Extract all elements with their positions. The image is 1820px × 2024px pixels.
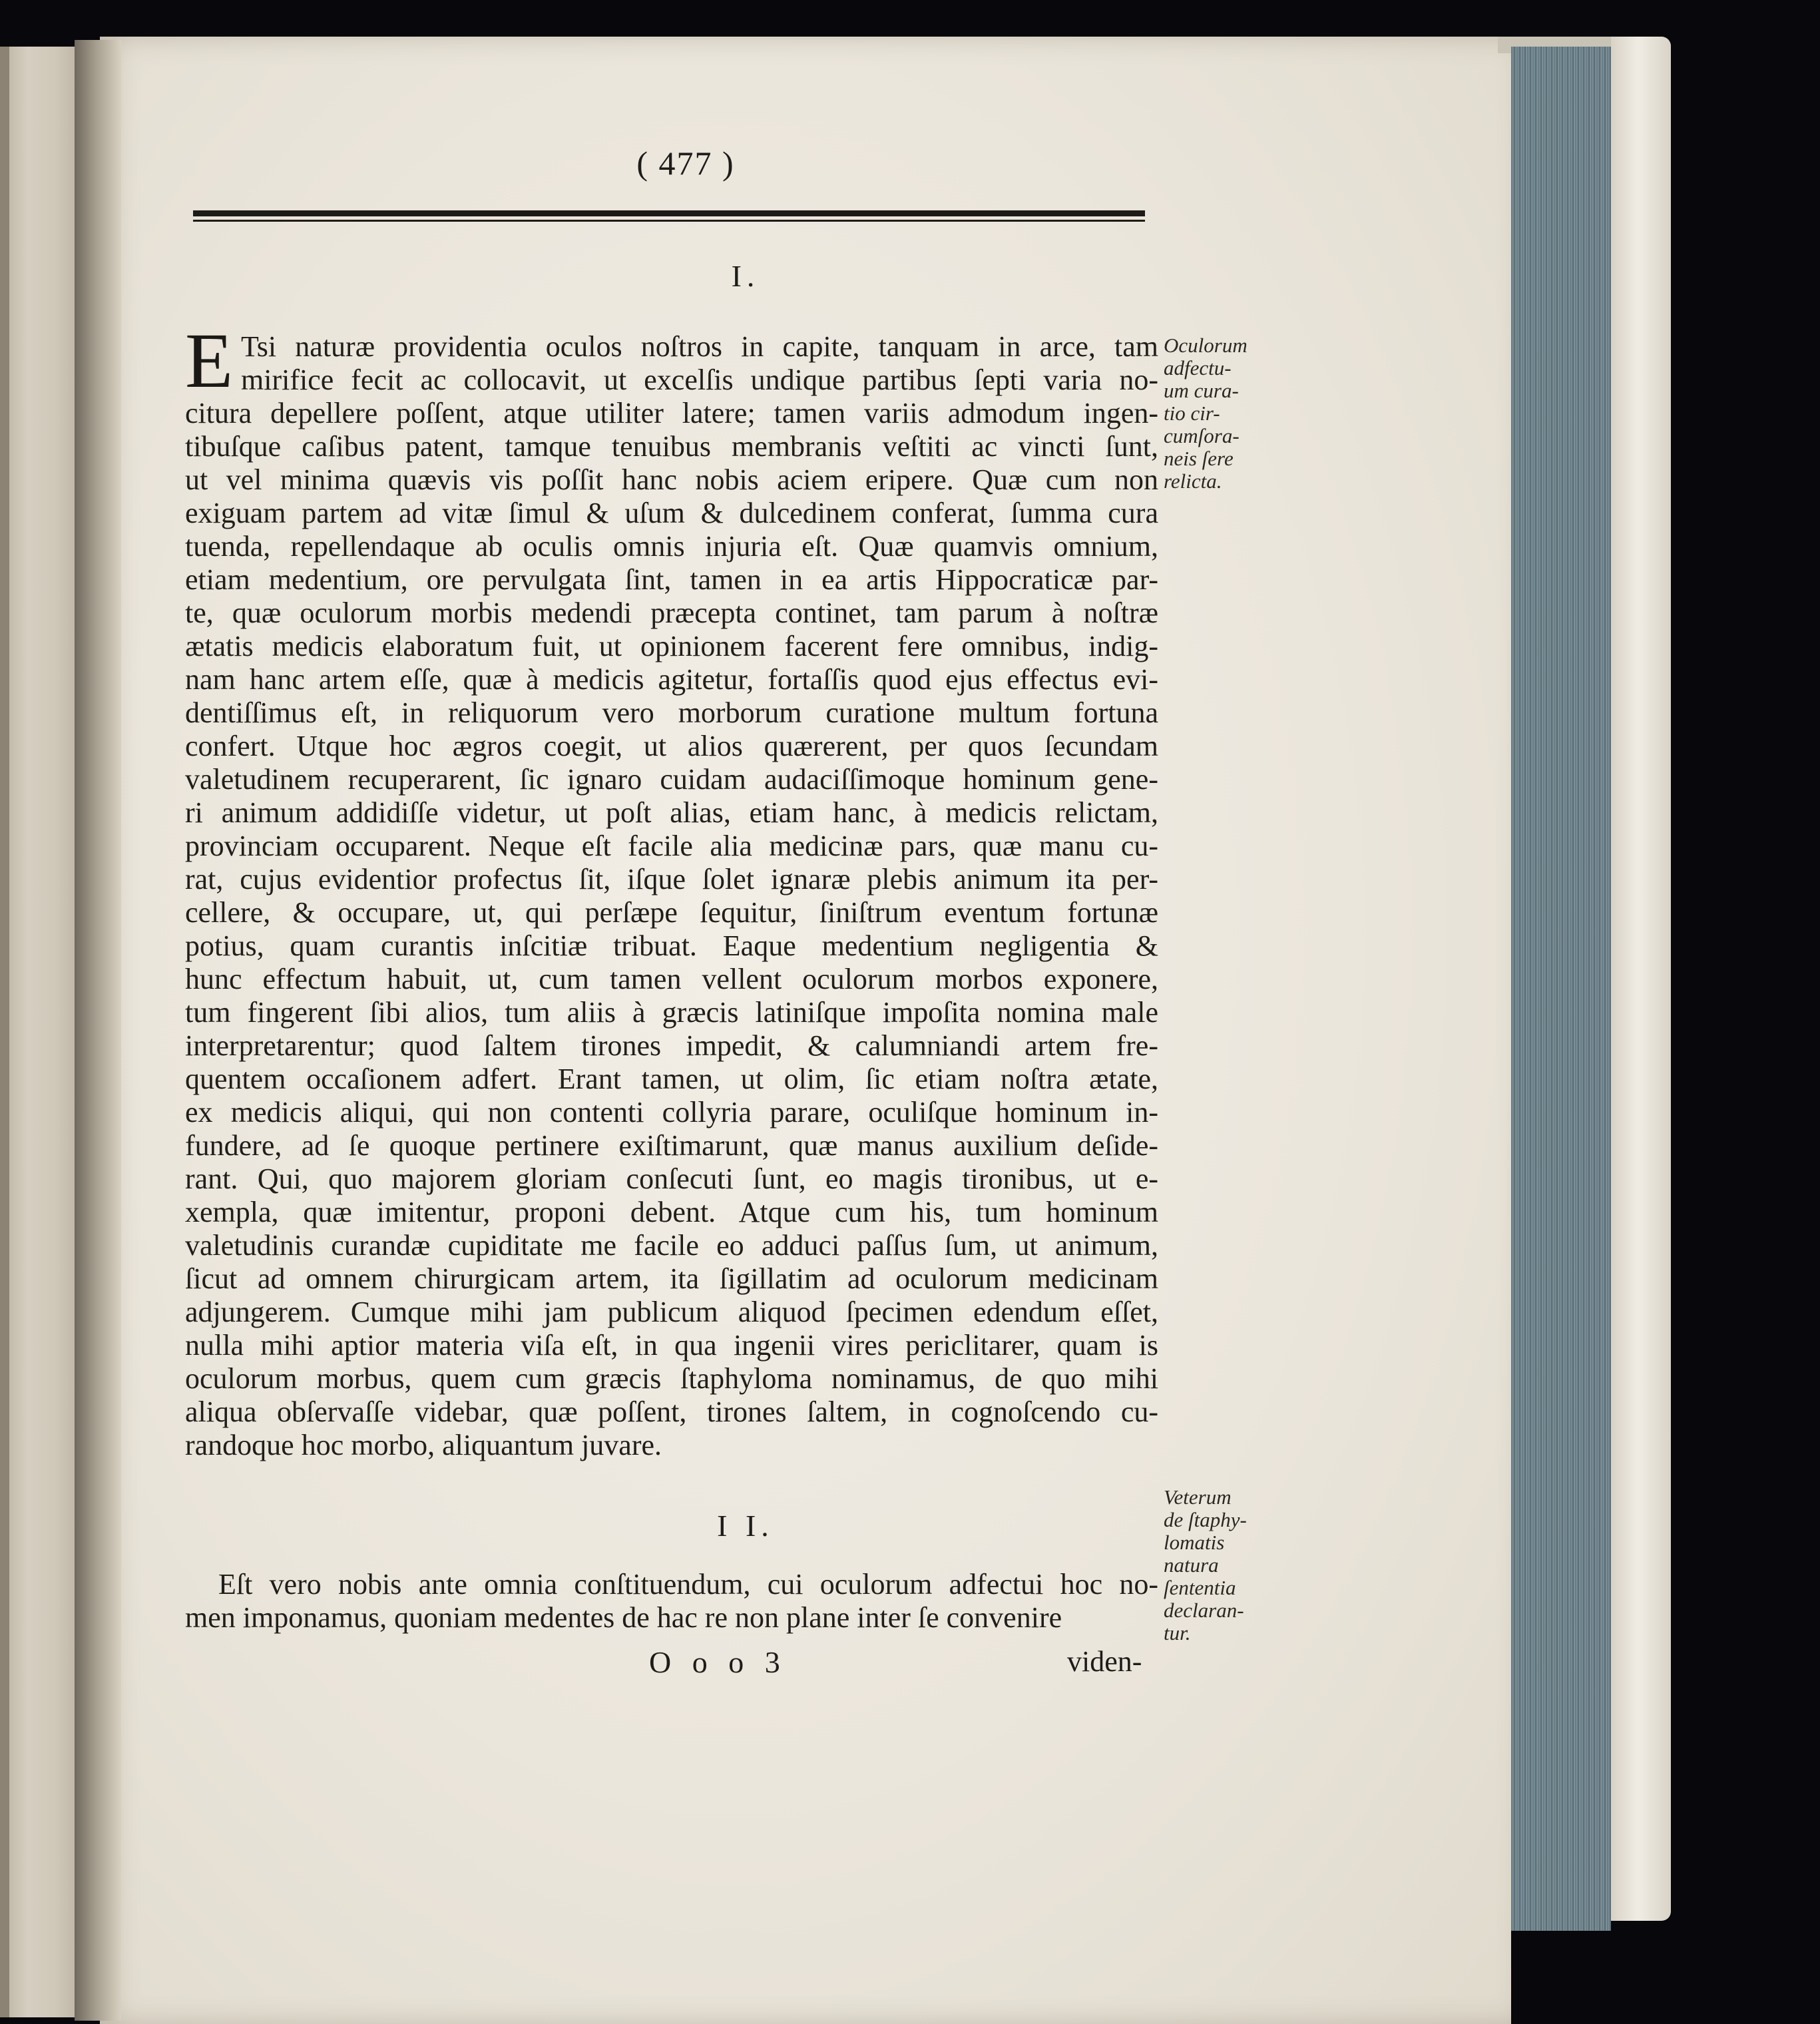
text-line: quentem occaſionem adfert. Erant tamen, ut olim, ſic etiam noſtra ætate,: [185, 1063, 1158, 1095]
text-line: tibuſque caſibus patent, tamque tenuibus membranis veſtiti ac vincti ſunt,: [185, 430, 1158, 463]
text-line: tuenda, repellendaque ab oculis omnis injuria eſt. Quæ quamvis omnium,: [185, 530, 1158, 563]
text-line: etiam medentium, ore pervulgata ſint, tamen in ea artis Hippocraticæ par-: [185, 563, 1158, 596]
text-line: Eſt vero nobis ante omnia conſtituendum, cui oculorum adfectui hoc no-: [218, 1568, 1158, 1601]
text-line: ſicut ad omnem chirurgicam artem, ita ſigillatim ad oculorum medicinam: [185, 1262, 1158, 1295]
page-number: ( 477 ): [636, 144, 735, 182]
margin-note-1: [1164, 334, 1248, 493]
text-line: Tsi naturæ providentia oculos noſtros in capite, tanquam in arce, tam: [241, 330, 1158, 363]
header-rule-thin: [193, 220, 1145, 222]
margin-note-line: tio cir-: [1164, 401, 1220, 425]
book-gutter: [75, 40, 121, 2021]
header-rule-thick: [193, 210, 1145, 216]
text-line: te, quæ oculorum morbis medendi præcepta continet, tam parum à noſtræ: [185, 597, 1158, 629]
margin-note-line: neis ſere: [1164, 447, 1234, 470]
margin-note-line: lomatis: [1164, 1531, 1225, 1554]
text-line: cellere, & occupare, ut, qui perſæpe ſequitur, ſiniſtrum eventum fortunæ: [185, 896, 1158, 929]
margin-note-line: relicta.: [1164, 469, 1222, 493]
margin-note-line: Oculorum: [1164, 334, 1248, 357]
text-line: ri animum addidiſſe videtur, ut poſt alias, etiam hanc, à medicis relictam,: [185, 796, 1158, 829]
margin-note-line: cumſora-: [1164, 424, 1240, 447]
text-line: randoque hoc morbo, aliquantum juvare.: [185, 1429, 662, 1461]
margin-note-line: de ſtaphy-: [1164, 1508, 1247, 1531]
margin-note-line: tur.: [1164, 1621, 1191, 1644]
drop-cap: E: [185, 317, 234, 404]
text-line: confert. Utque hoc ægros coegit, ut alios quærerent, per quos ſecundam: [185, 730, 1158, 762]
left-page-fragment: [0, 47, 80, 2017]
margin-note-line: natura: [1164, 1553, 1219, 1577]
text-line: mirifice fecit ac collocavit, ut excelſis undique partibus ſepti varia no-: [241, 364, 1158, 396]
text-line: hunc effectum habuit, ut, cum tamen vellent oculorum morbos exponere,: [185, 963, 1158, 995]
text-line: rat, cujus evidentior profectus ſit, iſque ſolet ignaræ plebis animum ita per-: [185, 863, 1158, 895]
page-block-edges: [1511, 47, 1611, 1931]
text-line: valetudinem recuperarent, ſic ignaro cuidam audaciſſimoque hominum gene-: [185, 763, 1158, 796]
margin-note-line: adfectu-: [1164, 356, 1232, 380]
text-line: citura depellere poſſent, atque utiliter latere; tamen variis admodum ingen-: [185, 397, 1158, 429]
text-line: nulla mihi aptior materia viſa eſt, in qua ingenii vires periclitarer, quam is: [185, 1329, 1158, 1362]
text-line: ætatis medicis elaboratum fuit, ut opinionem facerent fere omnibus, indig-: [185, 630, 1158, 662]
text-line: oculorum morbus, quem cum græcis ſtaphyloma nominamus, de quo mihi: [185, 1362, 1158, 1395]
section-heading-2: I I.: [717, 1509, 774, 1543]
text-line: interpretarentur; quod ſaltem tirones impedit, & calumniandi artem fre-: [185, 1029, 1158, 1062]
text-line: tum fingerent ſibi alios, tum aliis à græcis latiniſque impoſita nomina male: [185, 996, 1158, 1029]
text-line: valetudinis curandæ cupiditate me facile eo adduci paſſus ſum, ut animum,: [185, 1229, 1158, 1262]
catchword: viden-: [1067, 1645, 1142, 1678]
margin-note-line: Veterum: [1164, 1485, 1232, 1509]
text-line: men imponamus, quoniam medentes de hac re non plane inter ſe convenire: [185, 1601, 1062, 1634]
paragraph-2: [185, 1568, 1158, 1635]
text-line: aliqua obſervaſſe videbar, quæ poſſent, tirones ſaltem, in cognoſcendo cu-: [185, 1395, 1158, 1428]
margin-note-line: um cura-: [1164, 379, 1239, 402]
text-line: fundere, ad ſe quoque pertinere exiſtimarunt, quæ manus auxilium deſide-: [185, 1129, 1158, 1162]
text-line: ut vel minima quævis vis poſſit hanc nobis aciem eripere. Quæ cum non: [185, 463, 1158, 496]
paragraph-1: [185, 317, 1158, 1462]
page-header: [186, 140, 1145, 186]
text-line: xempla, quæ imitentur, proponi debent. Atque cum his, tum hominum: [185, 1196, 1158, 1228]
margin-note-line: ſententia: [1164, 1576, 1236, 1599]
text-line: rant. Qui, quo majorem gloriam conſecuti ſunt, eo magis tironibus, ut e-: [185, 1162, 1158, 1195]
text-line: adjungerem. Cumque mihi jam publicum aliquod ſpecimen edendum eſſet,: [185, 1296, 1158, 1328]
book-cover-edge: [1611, 37, 1671, 1921]
left-page-edge: [0, 47, 9, 2017]
text-line: ex medicis aliqui, qui non contenti collyria parare, oculiſque hominum in-: [185, 1096, 1158, 1129]
text-line: nam hanc artem eſſe, quæ à medicis agitetur, fortaſſis quod ejus effectus evi-: [185, 663, 1158, 696]
margin-note-line: declaran-: [1164, 1599, 1244, 1622]
text-line: exiguam partem ad vitæ ſimul & uſum & dulcedinem conferat, ſumma cura: [185, 497, 1158, 529]
text-line: provinciam occuparent. Neque eſt facile alia medicinæ pars, quæ manu cu-: [185, 830, 1158, 862]
section-heading-1: I.: [731, 259, 760, 293]
text-line: dentiſſimus eſt, in reliquorum vero morborum curatione multum fortuna: [185, 696, 1158, 729]
signature-mark: O o o 3: [649, 1645, 787, 1679]
margin-note-2: [1164, 1486, 1247, 1644]
text-line: potius, quam curantis inſcitiæ tribuat. Eaque medentium negligentia &: [185, 929, 1158, 962]
